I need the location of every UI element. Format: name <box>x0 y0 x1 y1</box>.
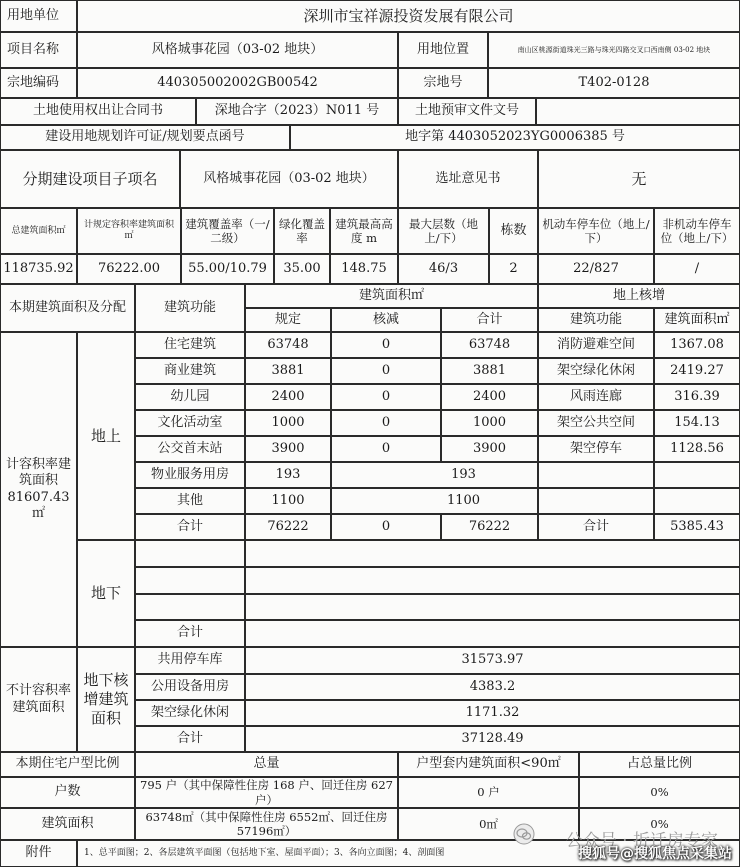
contract-value: 深地合字（2023）N011 号 <box>196 98 398 125</box>
preapproval-label: 土地预审文件文号 <box>398 98 536 125</box>
indicator-header-bike-parking: 非机动车停车位（地上/下） <box>654 208 740 254</box>
nonfar-group-label: 不计容积率建筑面积 <box>0 647 77 752</box>
parcel-code-label: 宗地编码 <box>0 68 77 98</box>
below-row-empty <box>135 567 245 594</box>
above-row-func: 住宅建筑 <box>135 332 245 358</box>
phase-value: 风格城事花园（03-02 地块） <box>180 150 398 208</box>
area-sub-header-deduct: 核减 <box>331 308 441 332</box>
area-extra-func-header: 建筑功能 <box>538 308 654 332</box>
housing-row-small: 0 户 <box>398 777 579 808</box>
site-opinion-value: 无 <box>538 150 740 208</box>
attachment-value: 1、总平面图；2、各层建筑平面图（包括地下室、屋面平面）；3、各向立面图；4、剖面图 <box>77 840 740 867</box>
above-row-total: 1000 <box>441 410 538 436</box>
below-row-empty <box>135 540 245 567</box>
above-row-extra-func: 架空停车 <box>538 436 654 462</box>
indicator-value-car-parking: 22/827 <box>538 254 654 284</box>
above-row-total: 193 <box>390 462 538 488</box>
area-area-header: 建筑面积㎡ <box>245 284 538 308</box>
permit-value: 地字第 4403052023YG0006385 号 <box>290 125 740 150</box>
housing-title: 本期住宅户型比例 <box>0 752 135 777</box>
parcel-code-value: 440305002002GB00542 <box>77 68 398 98</box>
above-row-rule: 1000 <box>245 410 331 436</box>
nonfar-total-area: 37128.49 <box>245 726 740 752</box>
wechat-icon <box>513 823 535 845</box>
above-row-total: 3881 <box>441 358 538 384</box>
project-name-label: 项目名称 <box>0 32 77 68</box>
above-row-func: 商业建筑 <box>135 358 245 384</box>
housing-col-small: 户型套内建筑面积<90㎡ <box>398 752 579 777</box>
indicator-value-bike-parking: / <box>654 254 740 284</box>
indicator-header-height: 建筑最高高度 m <box>330 208 398 254</box>
housing-row-total: 63748㎡（其中保障性住房 6552㎡、回迁住房 57196㎡） <box>135 808 398 840</box>
above-row-func: 其他 <box>135 488 245 514</box>
indicator-header-car-parking: 机动车停车位（地上/下） <box>538 208 654 254</box>
area-extra-area-header: 建筑面积㎡ <box>654 308 740 332</box>
nonfar-row-func: 架空绿化休闲 <box>135 700 245 726</box>
housing-row-label: 建筑面积 <box>0 808 135 840</box>
below-row-empty <box>245 540 740 567</box>
parcel-no-label: 宗地号 <box>398 68 488 98</box>
below-ground-label: 地下 <box>77 540 135 647</box>
above-row-deduct: 0 <box>331 410 441 436</box>
housing-row-ratio: 0% <box>579 777 740 808</box>
below-row-empty <box>135 594 245 620</box>
indicator-header-total-area: 总建筑面积㎡ <box>0 208 77 254</box>
above-row-extra-area <box>654 488 740 514</box>
above-row-total: 63748 <box>441 332 538 358</box>
nonfar-sub-label: 地下核增建筑面积 <box>77 647 135 752</box>
above-row-func: 幼儿园 <box>135 384 245 410</box>
above-row-total: 1100 <box>390 488 538 514</box>
phase-label: 分期建设项目子项名 <box>0 150 180 208</box>
indicator-value-height: 148.75 <box>330 254 398 284</box>
below-total-label: 合计 <box>135 620 245 647</box>
watermark-bottom-text: 搜狐号@搜狐焦点采集站 <box>578 846 732 862</box>
above-row-rule: 193 <box>245 462 331 488</box>
above-row-extra-func: 架空绿化休闲 <box>538 358 654 384</box>
indicator-header-coverage: 建筑覆盖率（一/二级） <box>181 208 274 254</box>
land-location-label: 用地位置 <box>398 32 488 68</box>
above-row-deduct: 0 <box>331 384 441 410</box>
above-row-extra-func: 风雨连廊 <box>538 384 654 410</box>
above-total-deduct: 0 <box>331 514 441 540</box>
nonfar-row-func: 公用设备用房 <box>135 674 245 700</box>
preapproval-value <box>536 98 740 125</box>
above-row-extra-func: 架空公共空间 <box>538 410 654 436</box>
above-row-rule: 63748 <box>245 332 331 358</box>
indicator-value-buildings: 2 <box>489 254 538 284</box>
above-row-deduct: 0 <box>331 332 441 358</box>
land-location-value: 南山区桃源街道珠光三路与珠光四路交叉口西南侧 03-02 地块 <box>488 32 740 68</box>
above-total-extra-area: 5385.43 <box>654 514 740 540</box>
above-row-extra-area: 316.39 <box>654 384 740 410</box>
above-total-total: 76222 <box>441 514 538 540</box>
housing-row-small: 0㎡ <box>398 808 579 840</box>
above-total-extra-func: 合计 <box>538 514 654 540</box>
indicator-header-buildings: 栋数 <box>489 208 538 254</box>
above-total-rule: 76222 <box>245 514 331 540</box>
nonfar-row-func: 共用停车库 <box>135 647 245 674</box>
housing-col-total: 总量 <box>135 752 398 777</box>
above-row-extra-area: 154.13 <box>654 410 740 436</box>
indicator-header-far-area: 计规定容积率建筑面积㎡ <box>77 208 181 254</box>
above-row-rule: 3900 <box>245 436 331 462</box>
above-row-deduct: 0 <box>331 436 441 462</box>
far-group-label: 计容积率建筑面积 81607.43㎡ <box>0 332 77 647</box>
attachment-label: 附件 <box>0 840 77 867</box>
above-total-func: 合计 <box>135 514 245 540</box>
indicator-header-floors: 最大层数（地上/下） <box>398 208 489 254</box>
below-total-value <box>245 620 740 647</box>
indicator-value-total-area: 118735.92 <box>0 254 77 284</box>
above-row-extra-area: 2419.27 <box>654 358 740 384</box>
above-row-extra-func <box>538 488 654 514</box>
above-row-deduct: 0 <box>331 358 441 384</box>
area-section-title: 本期建筑面积及分配 <box>0 284 135 332</box>
project-name-value: 风格城事花园（03-02 地块） <box>77 32 398 68</box>
above-row-extra-func: 消防避难空间 <box>538 332 654 358</box>
indicator-value-coverage: 55.00/10.79 <box>181 254 274 284</box>
watermark-top-text: 公众号 · 折迁房专家 <box>565 831 718 851</box>
indicator-value-far-area: 76222.00 <box>77 254 181 284</box>
site-opinion-label: 选址意见书 <box>398 150 538 208</box>
nonfar-row-area: 4383.2 <box>245 674 740 700</box>
above-row-rule: 1100 <box>245 488 331 514</box>
below-row-empty <box>245 567 740 594</box>
area-sub-header-rule: 规定 <box>245 308 331 332</box>
above-row-extra-area: 1128.56 <box>654 436 740 462</box>
housing-row-ratio: 0% <box>579 808 740 840</box>
land-unit-label: 用地单位 <box>0 0 77 32</box>
above-row-extra-area: 1367.08 <box>654 332 740 358</box>
above-row-func: 文化活动室 <box>135 410 245 436</box>
parcel-no-value: T402-0128 <box>488 68 740 98</box>
nonfar-row-area: 31573.97 <box>245 647 740 674</box>
above-ground-label: 地上 <box>77 332 135 540</box>
nonfar-row-area: 1171.32 <box>245 700 740 726</box>
above-row-total: 2400 <box>441 384 538 410</box>
area-func-header: 建筑功能 <box>135 284 245 332</box>
indicator-value-floors: 46/3 <box>398 254 489 284</box>
indicator-header-green: 绿化覆盖率 <box>274 208 330 254</box>
nonfar-total-func: 合计 <box>135 726 245 752</box>
housing-col-ratio: 占总量比例 <box>579 752 740 777</box>
above-row-extra-func <box>538 462 654 488</box>
housing-row-total: 795 户（其中保障性住房 168 户、回迁住房 627 户） <box>135 777 398 808</box>
above-row-rule: 3881 <box>245 358 331 384</box>
permit-label: 建设用地规划许可证/规划要点函号 <box>0 125 290 150</box>
housing-row-label: 户数 <box>0 777 135 808</box>
above-row-total: 3900 <box>441 436 538 462</box>
land-unit-value: 深圳市宝祥源投资发展有限公司 <box>77 0 740 32</box>
below-row-empty <box>245 594 740 620</box>
contract-label: 土地使用权出让合同书 <box>0 98 196 125</box>
above-row-rule: 2400 <box>245 384 331 410</box>
above-row-func: 物业服务用房 <box>135 462 245 488</box>
area-sub-header-total: 合计 <box>441 308 538 332</box>
indicator-value-green: 35.00 <box>274 254 330 284</box>
above-row-extra-area <box>654 462 740 488</box>
above-row-func: 公交首末站 <box>135 436 245 462</box>
area-extra-header: 地上核增 <box>538 284 740 308</box>
